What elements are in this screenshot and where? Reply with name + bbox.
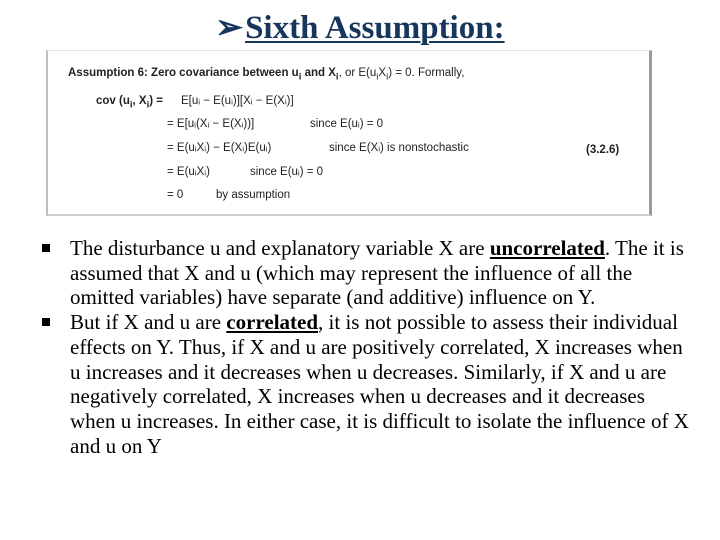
equation-lhs: cov ($u_i$, $X_i$) = [96,95,164,111]
bullet-item [40,236,690,310]
equation-rhs-2: = E[uᵢ(Xᵢ − E(Xᵢ))] [167,118,255,130]
bullet-1-text-1: The disturbance u and explanatory variable X are [70,236,490,260]
heading-rest-3: ) = 0. Formally, [388,67,465,79]
heading-sub-2: i [335,71,339,83]
heading-rest-2: X [378,67,387,79]
bullet-list [40,236,690,458]
bullet-1-text-2: . The it is assumed that X and u (which may represent the influence of all the omitted variables) have separate (and additive) influence on Y. [70,236,684,310]
heading-bold-part-2: and X [301,67,336,79]
bullet-1-emphasis: uncorrelated [489,236,605,260]
heading-rest-1: , or E(u [338,67,377,79]
equation-condition-5: by assumption [216,189,291,201]
square-bullet-icon [42,244,50,252]
equation-number: (3.2.6) [586,144,620,156]
equation-rhs-1: E[uᵢ − E(uᵢ)][Xᵢ − E(Xᵢ)] [181,95,294,107]
bullet-item [40,310,690,458]
equation-condition-2: since E(uᵢ) = 0 [310,118,384,130]
equation-condition-4: since E(uᵢ) = 0 [250,166,324,178]
assumption-heading [68,67,464,82]
bullet-2-text-2: , it is not possible to assess their individual effects on Y. Thus, if X and u are positively correlated, X increases when u increases and it decreases when u decreases. Similarly, if X and u are negatively correlated, X increases when u decreases and it decreases when u increases. In either case, it is difficult to isolate the influence of X and u on Y [70,310,689,458]
heading-bold-part-1: Assumption 6: Zero covariance between u [68,67,299,79]
equation-rhs-4: = E(uᵢXᵢ) [167,166,210,178]
bullet-2-emphasis: correlated [226,310,319,335]
slide-title [0,8,720,48]
heading-sub-3: i [376,71,379,83]
heading-sub-4: i [386,71,389,83]
equation-condition-3: since E(Xᵢ) is nonstochastic [329,142,469,154]
equation-rhs-3: = E(uᵢXᵢ) − E(Xᵢ)E(uᵢ) [167,142,272,154]
equation-rhs-5: = 0 [167,189,184,201]
square-bullet-icon [42,318,50,326]
slide-title-text: Sixth Assumption: [245,10,505,46]
arrow-bullet-icon: ➢ [215,10,244,46]
heading-sub-1: i [298,71,302,83]
bullet-2-text-1: But if X and u are [70,310,227,335]
equation-image [46,50,652,216]
